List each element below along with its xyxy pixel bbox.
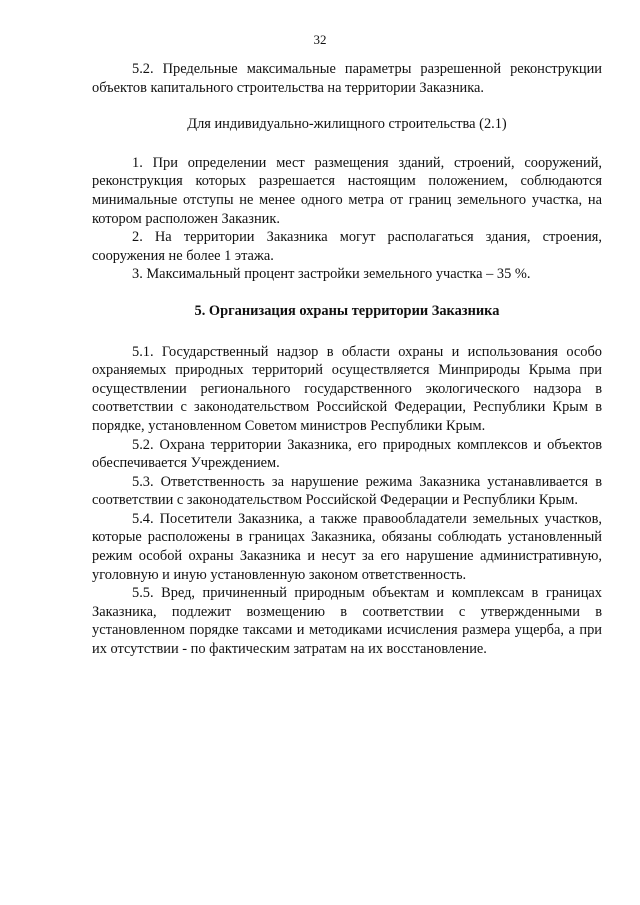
- section-heading-5: 5. Организация охраны территории Заказника: [194, 302, 500, 319]
- paragraph-5-3: 5.3. Ответственность за нарушение режима Заказника устанавливается в соответствии с законодательством Российской Федерации и Республики Крым.: [92, 473, 602, 509]
- document-body: [92, 60, 602, 659]
- subheading-individual-housing: Для индивидуально-жилищного строительства (2.1): [187, 116, 507, 133]
- paragraph-item-1: 1. При определении мест размещения зданий, строений, сооружений, реконструкция которых разрешается настоящим положением, соблюдаются минимальные отступы не менее одного метра от границ земельного участка, на котором расположен Заказник.: [92, 154, 602, 227]
- paragraph-5-2: 5.2. Охрана территории Заказника, его природных комплексов и объектов обеспечивается Учреждением.: [92, 436, 602, 472]
- paragraph-5-2-reconstruction: 5.2. Предельные максимальные параметры разрешенной реконструкции объектов капитального строительства на территории Заказника.: [92, 61, 602, 96]
- paragraph-5-1: 5.1. Государственный надзор в области охраны и использования особо охраняемых природных территорий осуществляется Минприроды Крыма при осуществлении регионального государственного экологического надзора в соответствии с законодательством Российской Федерации, Республики Крым в порядке, установленном Советом министров Республики Крым.: [92, 343, 602, 434]
- paragraph-item-3: 3. Максимальный процент застройки земельного участка – 35 %.: [132, 266, 531, 283]
- page-number: 32: [313, 32, 327, 47]
- paragraph-item-2: 2. На территории Заказника могут располагаться здания, строения, сооружения не более 1 этажа.: [92, 229, 602, 264]
- paragraph-5-4: 5.4. Посетители Заказника, а также правообладатели земельных участков, которые расположены в границах Заказника, обязаны соблюдать установленный режим особой охраны Заказника и несут за его нарушение административную, уголовную и иную установленную законом ответственность.: [92, 510, 602, 583]
- paragraph-5-5: 5.5. Вред, причиненный природным объектам и комплексам в границах Заказника, подлежит возмещению в соответствии с утвержденными в установленном порядке таксами и методиками исчисления размера ущерба, а при их отсутствии - по фактическим затратам на их восстановление.: [92, 585, 602, 658]
